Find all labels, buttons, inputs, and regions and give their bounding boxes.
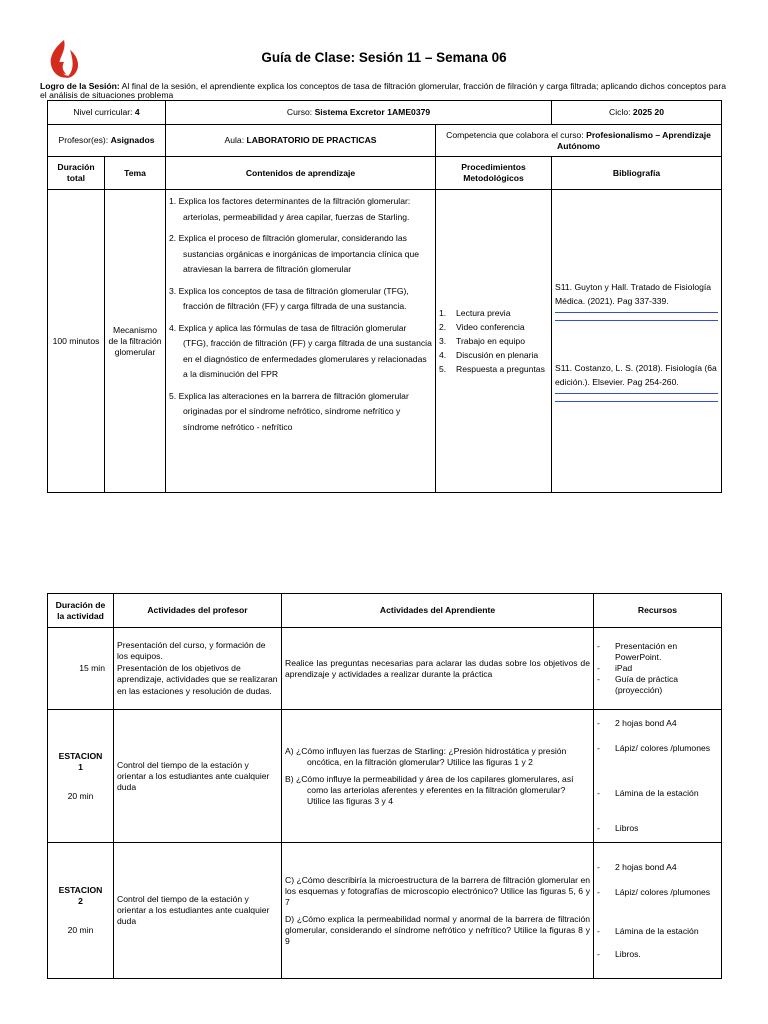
header-procedimientos: Procedimientos Metodológicos <box>436 157 552 190</box>
procedimiento-num: 5. <box>439 364 447 374</box>
ciclo-cell <box>552 101 722 125</box>
competencia-label: Competencia que colabora el curso: <box>446 129 584 140</box>
header-duracion-actividad: Duración de la actividad <box>48 594 114 628</box>
activity-recursos <box>594 628 722 710</box>
procedimiento-text: Lectura previa <box>456 308 511 318</box>
header-tema: Tema <box>105 157 166 190</box>
activities-header-row <box>48 594 722 628</box>
procedimiento-item <box>439 320 548 334</box>
contenido-item: 3. Explica los conceptos de tasa de filtración glomerular (TFG), fracción de filtración (FF) y carga filtrada de una sustancia. <box>169 285 409 311</box>
info-row-2 <box>48 125 722 157</box>
activity-aprendiente <box>282 710 594 843</box>
profesor-cell <box>48 125 166 157</box>
recurso-text: Libros. <box>615 948 641 959</box>
procedimientos-cell <box>436 190 552 493</box>
tema: Mecanismo de la filtración glomerular <box>105 190 166 493</box>
recurso-text: Lápiz/ colores /plumones <box>615 743 711 753</box>
activity-duration <box>48 710 114 843</box>
recurso-item: - Libros <box>597 823 639 833</box>
procedimiento-num: 4. <box>439 350 447 360</box>
bibliografia-cell <box>552 190 722 493</box>
session-goal-text: Al final de la sesión, el aprendiente explica los conceptos de tasa de filtración glomerular, fracción de filración y carga filtrada; aplicando dichos conceptos para el análisis de situaciones problema <box>40 81 726 101</box>
procedimiento-item <box>439 348 548 362</box>
header-duracion: Duración total <box>48 157 105 190</box>
recurso-item: - 2 hojas bond A4 <box>597 718 677 728</box>
recurso-text: Lámina de la estación <box>615 925 699 936</box>
activity-task: B) ¿Cómo influye la permeabilidad y área de los capilares glomerulares, así como las arteriolas aferentes y eferentes en la filtración glomerular? Utilice las figuras 3 y 4 <box>285 773 574 806</box>
procedimiento-text: Video conferencia <box>456 322 525 332</box>
bibliografia-link-line[interactable] <box>555 401 718 402</box>
activity-profesor: Presentación del curso, y formación de los equipos. Presentación de los objetivos de aprendizaje, actividades que se realizaran en las estaciones y resolución de dudas. <box>114 628 282 710</box>
activity-duration-text: 20 min <box>67 925 94 935</box>
procedimiento-item <box>439 362 548 376</box>
procedimiento-text: Respuesta a preguntas <box>456 364 545 374</box>
bibliografia-item: S11. Costanzo, L. S. (2018). Fisiología (6a edición.). Elsevier. Pag 254-260. <box>555 363 717 387</box>
bibliografia-link-line[interactable] <box>555 312 718 313</box>
header-actividades-profesor: Actividades del profesor <box>114 594 282 628</box>
recurso-text: 2 hojas bond A4 <box>615 718 677 728</box>
activity-duration <box>48 843 114 979</box>
activities-table <box>47 593 722 979</box>
header-contenidos: Contenidos de aprendizaje <box>166 157 436 190</box>
plan-header-row <box>48 157 722 190</box>
activity-row <box>48 843 722 979</box>
recurso-text: Guía de práctica (proyección) <box>615 674 679 695</box>
activity-profesor: Control del tiempo de la estación y orientar a los estudiantes ante cualquier duda <box>114 710 282 843</box>
nivel-label: Nivel curricular: <box>73 107 133 117</box>
activity-row <box>48 628 722 710</box>
curso-cell <box>166 101 552 125</box>
recurso-text: iPad <box>615 663 633 673</box>
recurso-item: - Guía de práctica (proyección) <box>597 674 679 695</box>
recursos-list <box>597 718 718 834</box>
recurso-text: Lápiz/ colores /plumones <box>615 886 711 897</box>
activity-task: C) ¿Cómo describiría la microestructura de la barrera de filtración glomerular en los esquemas y fotografías de microscopio electrónico? Utilice las figuras 5, 6 y 7 <box>285 874 590 907</box>
duracion-total: 100 minutos <box>48 190 105 493</box>
procedimiento-item <box>439 306 548 320</box>
procedimiento-num: 3. <box>439 336 447 346</box>
recurso-item: - Presentación en PowerPoint. <box>597 641 678 662</box>
activity-duration-text: 20 min <box>67 790 94 801</box>
procedimiento-num: 2. <box>439 322 447 332</box>
activity-duration-text: 15 min <box>79 663 105 673</box>
activity-aprendiente <box>282 843 594 979</box>
recurso-text: Lámina de la estación <box>615 788 699 798</box>
aula-label: Aula: <box>224 135 245 145</box>
estacion-label: ESTACION <box>58 750 103 761</box>
aula-value: LABORATORIO DE PRACTICAS <box>246 135 377 145</box>
competencia-cell <box>436 125 722 157</box>
procedimiento-text: Discusión en plenaria <box>456 350 539 360</box>
bibliografia-item: S11. Guyton y Hall. Tratado de Fisiología Médica. (2021). Pag 337-339. <box>555 282 712 306</box>
activity-duration <box>48 628 114 710</box>
session-goal <box>40 82 730 100</box>
recurso-text: Libros <box>615 823 639 833</box>
contenidos-cell <box>166 190 436 493</box>
recurso-item: - Lámina de la estación <box>597 788 699 798</box>
class-plan-table <box>47 100 722 493</box>
info-row-1 <box>48 101 722 125</box>
contenido-item: 2. Explica el proceso de filtración glomerular, considerando las sustancias orgánicas e inorgánicas de importancia clínica que atraviesan la barrera de filtración glomerular <box>169 233 419 274</box>
activity-recursos <box>594 843 722 979</box>
estacion-number: 2 <box>78 896 83 906</box>
nivel-value: 4 <box>134 107 140 117</box>
recurso-text: Presentación en PowerPoint. <box>615 641 678 662</box>
session-goal-label: Logro de la Sesión: <box>40 81 120 91</box>
recurso-item: - 2 hojas bond A4 <box>597 861 677 872</box>
header-bibliografia: Bibliografía <box>552 157 722 190</box>
procedimiento-text: Trabajo en equipo <box>456 336 525 346</box>
curso-value: Sistema Excretor 1AME0379 <box>314 107 431 117</box>
procedimiento-num: 1. <box>439 308 447 318</box>
ciclo-value: 2025 20 <box>632 107 664 117</box>
profesor-value: Asignados <box>110 135 155 145</box>
procedimientos-list <box>439 306 548 376</box>
activity-aprendiente <box>282 628 594 710</box>
contenidos-list <box>169 194 432 435</box>
activity-task: A) ¿Cómo influyen las fuerzas de Starling: ¿Presión hidrostática y presión oncótica, en la filtración glomerular? Utilice las figuras 1 y 2 <box>285 745 567 767</box>
competencia-value: Profesionalismo – Aprendizaje Autónomo <box>557 129 711 151</box>
recursos-list <box>597 641 718 696</box>
activity-profesor: Control del tiempo de la estación y orientar a los estudiantes ante cualquier duda <box>114 843 282 979</box>
recurso-item: - Lápiz/ colores /plumones <box>597 743 711 753</box>
aula-cell <box>166 125 436 157</box>
contenido-item: 1. Explica los factores determinantes de la filtración glomerular: arteriolas, permeabilidad y área capilar, fuerzas de Starling. <box>169 196 411 222</box>
recurso-item: - Lápiz/ colores /plumones <box>597 886 711 897</box>
recurso-text: 2 hojas bond A4 <box>615 861 677 872</box>
ciclo-label: Ciclo: <box>609 107 631 117</box>
curso-label: Curso: <box>286 107 313 117</box>
recursos-list <box>597 862 718 960</box>
recurso-item: - Lámina de la estación <box>597 925 699 936</box>
bibliografia-link-line[interactable] <box>555 393 718 394</box>
profesor-label: Profesor(es): <box>58 135 109 145</box>
activity-recursos <box>594 710 722 843</box>
header-actividades-aprendiente: Actividades del Aprendiente <box>282 594 594 628</box>
contenido-item: 4. Explica y aplica las fórmulas de tasa de filtración glomerular (TFG), fracción de filtración (FF) y carga filtrada de una sustancia en el diagnóstico de enfermedades glomerulares y relacionadas a la disminución del FPR <box>169 322 432 379</box>
estacion-number: 1 <box>78 761 83 772</box>
recurso-item: - Libros. <box>597 948 641 959</box>
procedimiento-item <box>439 334 548 348</box>
recurso-item: - iPad <box>597 663 633 673</box>
page-title: Guía de Clase: Sesión 11 – Semana 06 <box>261 50 507 65</box>
header-recursos: Recursos <box>594 594 722 628</box>
activity-task: D) ¿Cómo explica la permeabilidad normal y anormal de la barrera de filtración glomerular, considerando el síndrome nefrótico y nefrítico? Utilice la figuras 8 y 9 <box>285 913 590 946</box>
nivel-cell <box>48 101 166 125</box>
activity-task: Realice las preguntas necesarias para aclarar las dudas sobre los objetivos de aprendizaje y actividades a realizar durante la práctica <box>285 657 590 679</box>
contenido-item: 5. Explica las alteraciones en la barrera de filtración glomerular originadas por el síndrome nefrótico, síndrome nefrítico y síndrome nefrótico - nefrítico <box>169 390 409 432</box>
estacion-label: ESTACION <box>58 885 103 895</box>
activity-row <box>48 710 722 843</box>
plan-content-row <box>48 190 722 493</box>
